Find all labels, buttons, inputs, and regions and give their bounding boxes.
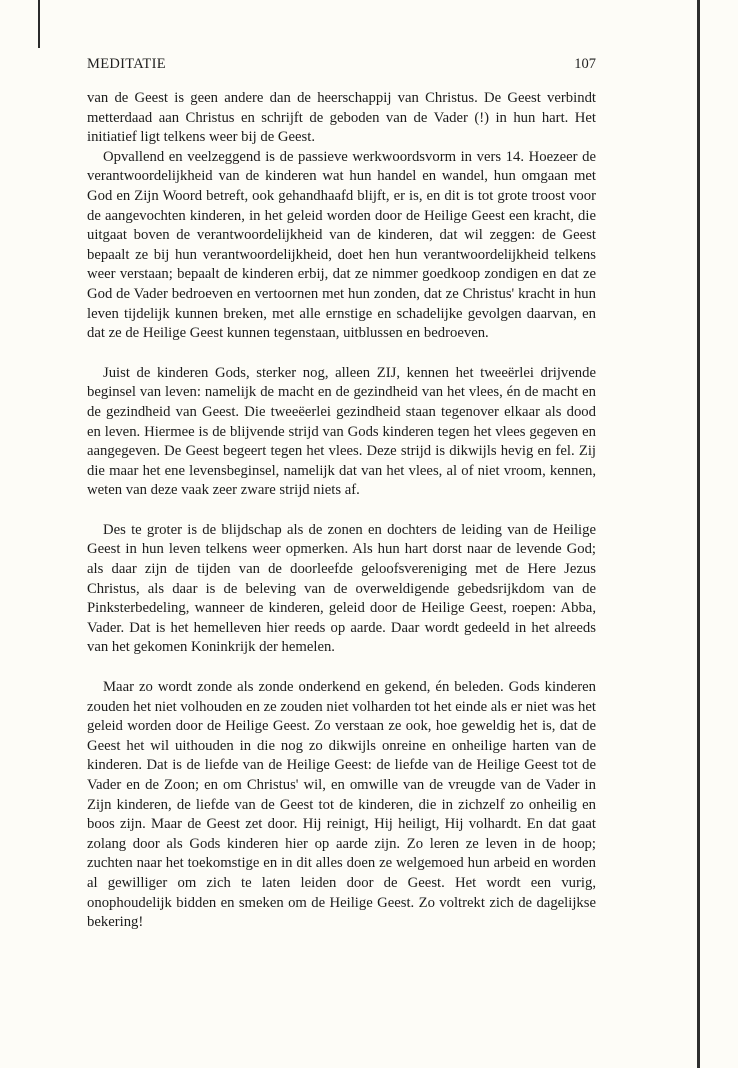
- paragraph-3: Juist de kinderen Gods, sterker nog, alleen ZIJ, kennen het tweeërlei drijvende beginsel van leven: namelijk de macht en de gezindheid van het vlees, én de macht en de gezindheid van Geest. Die tweeëerlei gezindheid staan tegenover elkaar als dood en leven. Hiermee is de blijvende strijd van Gods kinderen tegen het vlees gegeven en aangegeven. De Geest begeert tegen het vlees. Deze strijd is dikwijls hevig en fel. Zij die maar het ene levensbeginsel, namelijk dat van het vlees, al of niet vroom, kennen, weten van deze vaak zeer zware strijd niets af.: [87, 364, 596, 499]
- running-head: [87, 56, 596, 76]
- right-edge-rule: [697, 0, 700, 1068]
- body-text: [87, 89, 596, 933]
- running-head-title: MEDITATIE: [87, 56, 166, 72]
- page-number: 107: [574, 56, 596, 72]
- paragraph-2: Opvallend en veelzeggend is de passieve werkwoordsvorm in vers 14. Hoezeer de verantwoordelijkheid van de kinderen wat hun handel en wandel, hun omgaan met God en Zijn Woord betreft, ook gehandhaafd blijft, er is, en dit is tot grote troost voor de aangevochten kinderen, in het geleid worden door de Heilige Geest een kracht, die uitgaat boven de verantwoordelijkheid van de kinderen, dat wil zeggen: de Geest bepaalt ze bij hun verantwoordelijkheid, doet hen hun verantwoordelijkheid telkens weer verstaan; bepaalt de kinderen erbij, dat ze nimmer goedkoop zondigen en dat ze God de Vader bedroeven en vertoornen met hun zonden, dat ze Christus' kracht in hun leven tijdelijk kunnen breken, met alle ernstige en schadelijke gevolgen daarvan, en dat ze de Heilige Geest kunnen tegenstaan, uitblussen en bedroeven.: [87, 148, 596, 342]
- paragraph-1: van de Geest is geen andere dan de heerschappij van Christus. De Geest verbindt metterdaad aan Christus en schrijft de geboden van de Vader (!) in hun hart. Het initiatief ligt telkens weer bij de Geest.: [87, 90, 596, 146]
- paragraph-4: Des te groter is de blijdschap als de zonen en dochters de leiding van de Heilige Geest in hun leven telkens weer opmerken. Als hun hart dorst naar de levende God; als daar zijn de tijden van de doorleefde geloofsvereniging met de Here Jezus Christus, als daar is de beleving van de overweldigende gebedsrijkdom van de Pinksterbedeling, wanneer de kinderen, geleid door de Heilige Geest, roepen: Abba, Vader. Dat is het hemelleven hier reeds op aarde. Daar wordt gedeeld in het alreeds van het gekomen Koninkrijk der hemelen.: [87, 521, 596, 656]
- left-edge-rule: [38, 0, 40, 48]
- paragraph-5: Maar zo wordt zonde als zonde onderkend en gekend, én beleden. Gods kinderen zouden het niet volhouden en ze zouden niet volharden tot het einde als er niet was het geleid worden door de Heilige Geest. Zo verstaan ze ook, hoe geweldig het is, dat de Geest het wil uithouden in die nog zo dikwijls onreine en onheilige harten van de kinderen. Dat is de liefde van de Heilige Geest: de liefde van de Heilige Geest tot de Vader en de Zoon; en om Christus' wil, en omwille van de vreugde van de Vader in Zijn kinderen, de liefde van de Geest tot de kinderen, die in zichzelf zo onheilig en boos zijn. Maar de Geest zet door. Hij reinigt, Hij heiligt, Hij volhardt. En dat gaat zolang door als Gods kinderen hier op aarde zijn. Zo leren ze leven in de hoop; zuchten naar het toekomstige en in dit alles doen ze welgemoed hun arbeid en worden al gewilliger om zich te laten leiden door de Geest. Het wordt een vurig, onophoudelijk bidden en smeken om de Heilige Geest. Zo voltrekt zich de dagelijkse bekering!: [87, 679, 596, 931]
